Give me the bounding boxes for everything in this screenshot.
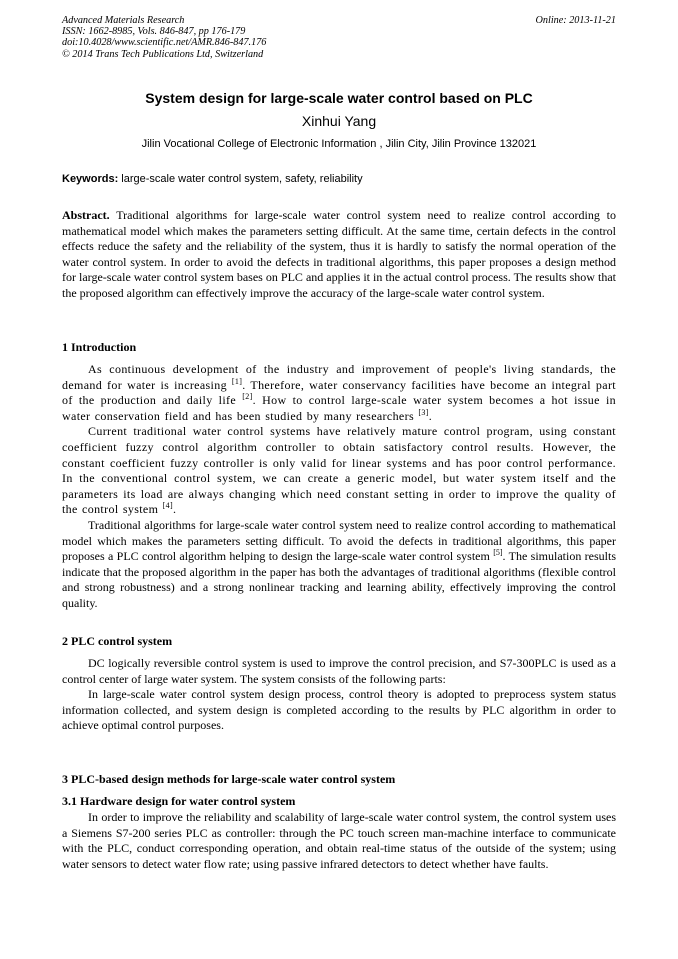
citation-ref[interactable]: [3] xyxy=(418,407,429,417)
abstract xyxy=(62,208,616,302)
text-run: As continuous development of the industry and improvement of people's living standards, the demand for water is increasing xyxy=(62,362,616,392)
section-1-paragraph xyxy=(62,362,616,424)
section-1-paragraph xyxy=(62,424,616,518)
citation-ref[interactable]: [5] xyxy=(493,548,503,558)
journal-name: Advanced Materials Research xyxy=(62,15,185,26)
text-run: . xyxy=(428,408,433,423)
section-2-paragraph: In large-scale water control system design process, control theory is adopted to preprocess system status information collected, and system design is completed according to the results by PLC algorithm in order to achieve optimal control purposes. xyxy=(62,687,616,733)
section-2-paragraph: DC logically reversible control system is used to improve the control precision, and S7-300PLC is used as a control center of large water system. The system consists of the following parts: xyxy=(62,656,616,686)
citation-ref[interactable]: [1] xyxy=(231,376,243,386)
section-1-heading: 1 Introduction xyxy=(62,340,137,354)
online-date: Online: 2013-11-21 xyxy=(535,15,616,26)
doi-line: doi:10.4028/www.scientific.net/AMR.846-847.176 xyxy=(62,37,267,49)
text-run: Current traditional water control systems have relatively mature control program, using constant coefficient fuzzy control algorithm controller to obtain satisfactory control results. However, the constant coefficient fuzzy controller is only valid for linear systems and has poor control performance. In the conventional control system, we can create a generic model, but water system itself and the parameters its load are always changing which need constant setting in order to improve the quality of the control system xyxy=(62,424,616,517)
section-3-heading: 3 PLC-based design methods for large-scale water control system xyxy=(62,772,396,786)
issn-line: ISSN: 1662-8985, Vols. 846-847, pp 176-179 xyxy=(62,26,246,38)
section-3-paragraph: In order to improve the reliability and scalability of large-scale water control system, the control system uses a Siemens S7-200 series PLC as controller: through the PC touch screen man-machine interface to communicate with the PLC, conduct corresponding operation, and obtain real-time status of the outside of the system; using water sensors to detect water flow rate; using passive infrared detectors to detect whether have faults. xyxy=(62,810,616,871)
copyright-line: © 2014 Trans Tech Publications Ltd, Switzerland xyxy=(62,48,264,60)
keywords-text: large-scale water control system, safety, reliability xyxy=(118,173,363,185)
text-run: . How to control large-scale water system becomes a hot issue in water conservation field and has been studied by many researchers xyxy=(62,393,616,423)
section-2-body xyxy=(62,656,616,734)
text-run: Traditional algorithms for large-scale water control system need to realize control according to mathematical model which makes the parameters setting difficult. To avoid the defects in traditional algorithms, this paper proposes a PLC control algorithm helping to design the large-scale water control system xyxy=(62,517,616,564)
section-2-heading: 2 PLC control system xyxy=(62,634,173,648)
abstract-label: Abstract. xyxy=(62,208,110,222)
text-run: . Therefore, water conservancy facilities have become an integral part of the production and daily life xyxy=(62,377,616,408)
text-run: . The simulation results indicate that the proposed algorithm in the paper has both the advantages of traditional algorithms (flexible control and strong robustness) and a strong nonlinear tracking and learning ability, effectively improving the control quality. xyxy=(62,549,616,610)
author-affiliation: Jilin Vocational College of Electronic Information , Jilin City, Jilin Province 132021 xyxy=(141,138,537,150)
author-name: Xinhui Yang xyxy=(301,113,377,129)
subsection-3-1-heading: 3.1 Hardware design for water control system xyxy=(62,794,296,808)
section-3-body xyxy=(62,810,616,872)
keywords xyxy=(62,173,616,185)
paper-title: System design for large-scale water control based on PLC xyxy=(145,90,533,106)
journal-header xyxy=(62,15,616,60)
abstract-text: Traditional algorithms for large-scale water control system need to realize control according to mathematical model which makes the parameters setting difficult. At the same time, certain defects in the control effects reduce the safety and the reliability of the system, thus it is hardly to satisfy the normal operation of the water control system. In order to avoid the defects in traditional algorithms, this paper proposes a design method for large-scale water control system bases on PLC and applies it in the actual control process. The results show that the proposed algorithm can effectively improve the accuracy of the large-scale water control system. xyxy=(62,208,616,300)
citation-ref[interactable]: [4] xyxy=(162,501,174,511)
citation-ref[interactable]: [2] xyxy=(242,392,253,402)
text-run: . xyxy=(173,502,177,517)
keywords-label: Keywords: xyxy=(62,173,119,185)
section-1-body xyxy=(62,362,616,612)
section-1-paragraph xyxy=(62,518,616,612)
